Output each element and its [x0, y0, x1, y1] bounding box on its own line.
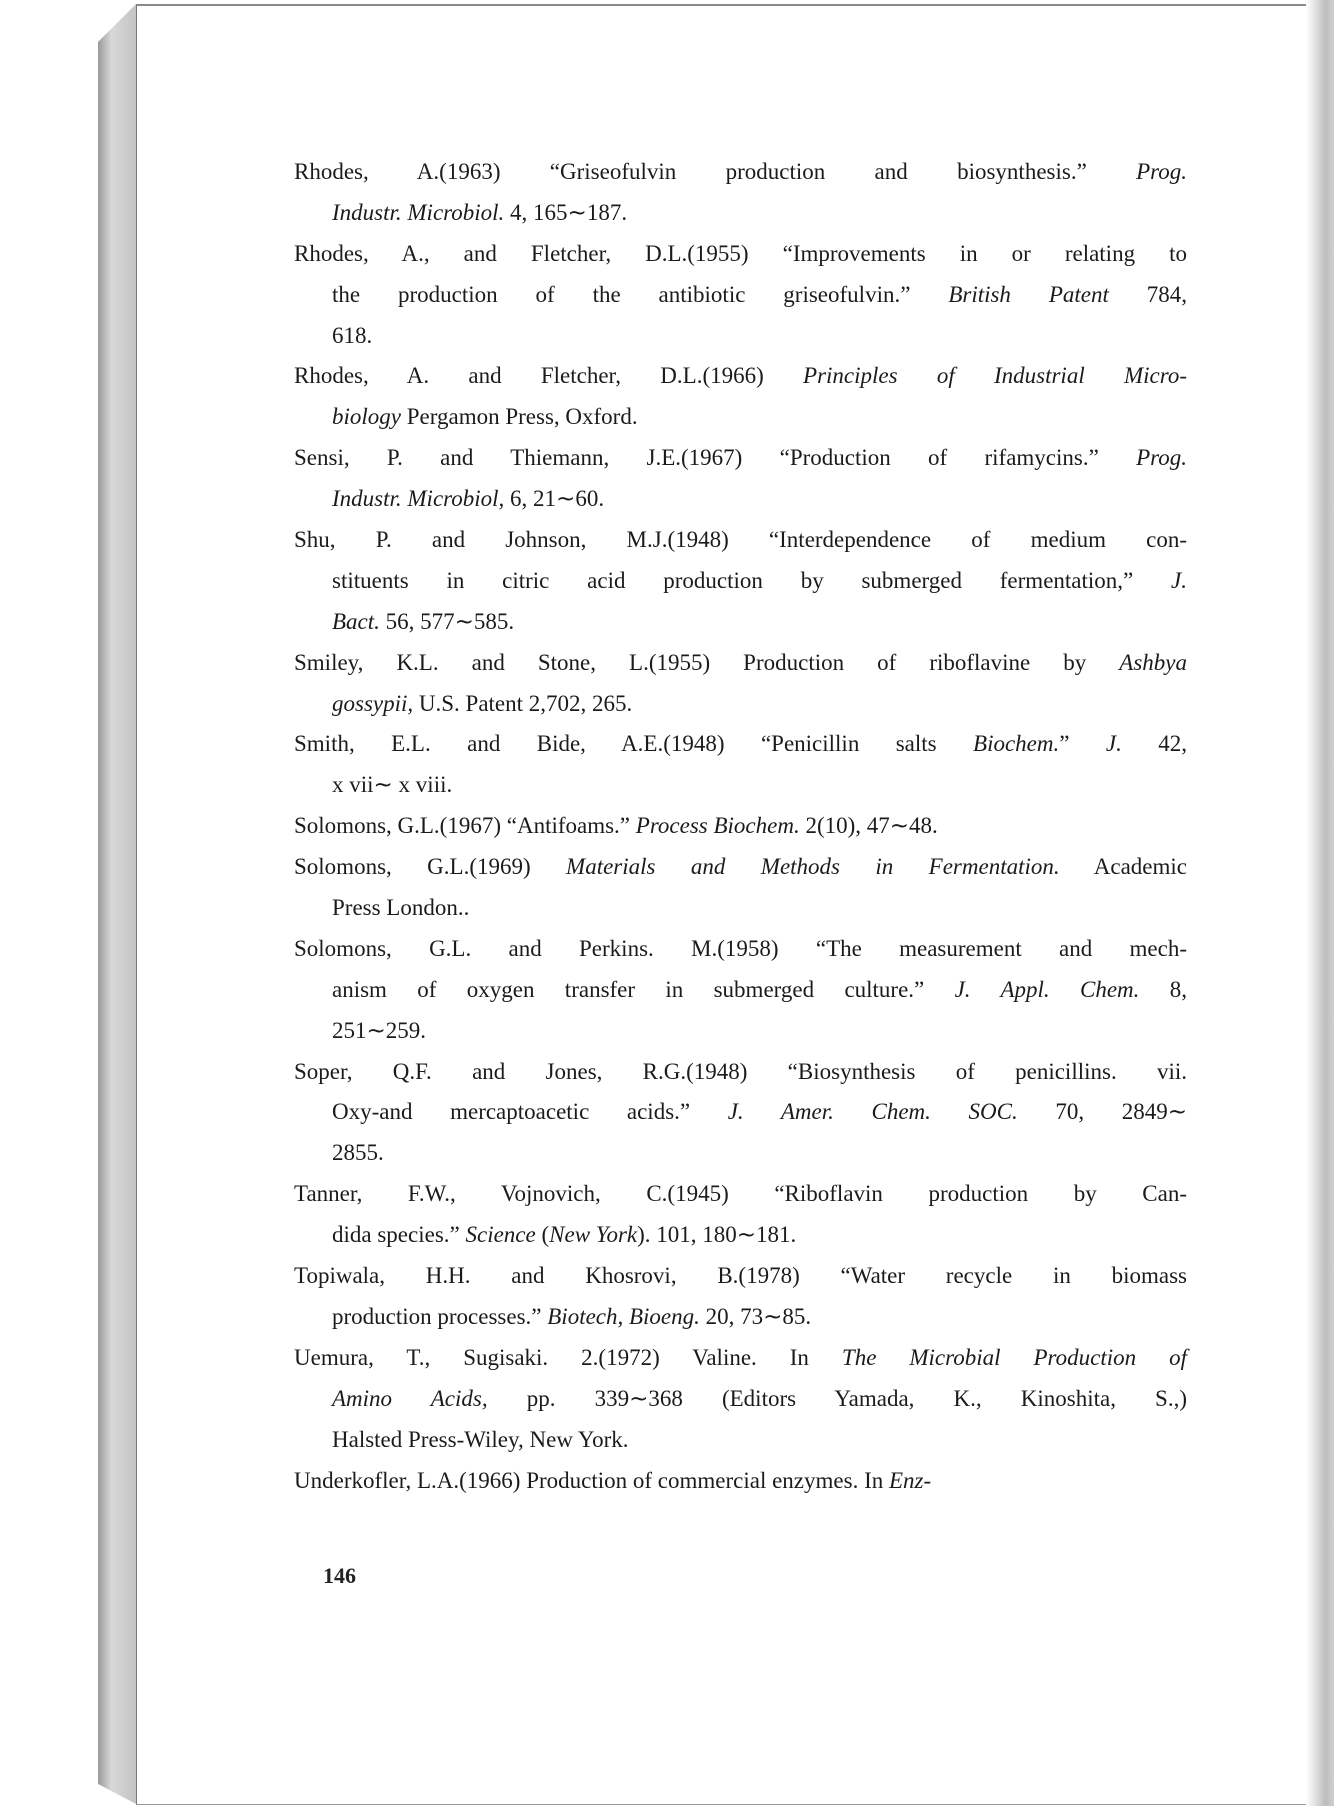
- reference-text: Smiley, K.L. and Stone, L.(1955) Production of riboflavine by: [294, 649, 1120, 675]
- reference-entry: [294, 1052, 1187, 1175]
- reference-entry: [294, 520, 1187, 643]
- reference-text: the production of the antibiotic griseofulvin.”: [332, 281, 949, 307]
- reference-line: [294, 1461, 1187, 1502]
- reference-text: 251∼259.: [332, 1017, 427, 1043]
- reference-line: [332, 479, 1187, 520]
- reference-italic-text: Prog.: [1136, 159, 1187, 184]
- reference-italic-text: Biotech, Bioeng.: [547, 1303, 700, 1329]
- reference-text: stituents in citric acid production by submerged fermentation,”: [332, 567, 1172, 593]
- reference-line: [294, 1052, 1187, 1093]
- reference-text: Underkofler, L.A.(1966) Production of commercial enzymes. In: [294, 1467, 889, 1493]
- reference-text: anism of oxygen transfer in submerged culture.”: [332, 976, 955, 1002]
- reference-entry: [294, 724, 1187, 806]
- reference-entry: [294, 1461, 1187, 1502]
- reference-line: [332, 765, 1187, 806]
- reference-line: [332, 275, 1187, 316]
- reference-line: [294, 234, 1187, 275]
- reference-line: [294, 847, 1187, 888]
- reference-line: [332, 1011, 1187, 1052]
- reference-line: [332, 1379, 1187, 1420]
- reference-italic-text: Principles of Industrial Micro-: [803, 363, 1187, 389]
- reference-line: [332, 316, 1187, 357]
- reference-italic-text: Biochem.: [973, 731, 1060, 757]
- reference-line: [332, 1133, 1187, 1174]
- reference-entry: [294, 806, 1187, 847]
- reference-text: Rhodes, A.(1963) “Griseofulvin production and biosynthesis.”: [294, 159, 1137, 184]
- reference-list: [294, 152, 1187, 1501]
- reference-line: [294, 356, 1187, 397]
- reference-text: 2855.: [332, 1140, 384, 1166]
- reference-text: 42,: [1121, 731, 1187, 757]
- reference-text: 784,: [1108, 281, 1187, 307]
- reference-line: [294, 724, 1187, 765]
- reference-line: [294, 643, 1187, 684]
- reference-italic-text: Amino Acids,: [332, 1385, 488, 1411]
- reference-entry: [294, 234, 1187, 357]
- reference-text: ). 101, 180∼181.: [637, 1222, 797, 1248]
- reference-italic-text: J.: [1171, 567, 1187, 593]
- reference-entry: [294, 438, 1187, 520]
- reference-italic-text: Enz-: [888, 1467, 932, 1493]
- reference-line: [332, 888, 1187, 929]
- reference-italic-text: The Microbial Production of: [841, 1344, 1187, 1370]
- reference-italic-text: biology: [332, 404, 401, 430]
- reference-text: 6, 21∼60.: [504, 486, 605, 512]
- reference-line: [332, 397, 1187, 438]
- reference-entry: [294, 152, 1187, 234]
- reference-text: Uemura, T., Sugisaki. 2.(1972) Valine. In: [294, 1344, 842, 1370]
- reference-text: Soper, Q.F. and Jones, R.G.(1948) “Biosynthesis of penicillins. vii.: [294, 1058, 1187, 1084]
- reference-entry: [294, 356, 1187, 438]
- reference-line: [294, 438, 1187, 479]
- reference-text: pp. 339∼368 (Editors Yamada, K., Kinoshita, S.,): [487, 1385, 1188, 1411]
- reference-italic-text: Process Biochem.: [635, 813, 800, 839]
- reference-line: [294, 1338, 1187, 1379]
- reference-line: [294, 152, 1187, 193]
- reference-line: [294, 520, 1187, 561]
- reference-text: Oxy-and mercaptoacetic acids.”: [332, 1099, 728, 1125]
- reference-text: 4, 165∼187.: [504, 199, 628, 225]
- reference-entry: [294, 643, 1187, 725]
- reference-italic-text: Science: [465, 1222, 536, 1248]
- reference-line: [294, 1256, 1187, 1297]
- reference-line: [332, 970, 1187, 1011]
- reference-text: U.S. Patent 2,702, 265.: [413, 690, 633, 716]
- book-spine-edge: [98, 4, 136, 1804]
- page-edge-shadow: [1306, 0, 1334, 1806]
- reference-italic-text: J. Amer. Chem. SOC.: [727, 1099, 1018, 1125]
- reference-entry: [294, 1256, 1187, 1338]
- reference-italic-text: New York: [549, 1222, 638, 1248]
- reference-line: [294, 806, 1187, 847]
- reference-text: Pergamon Press, Oxford.: [401, 404, 638, 430]
- reference-text: ”: [1059, 731, 1106, 757]
- reference-italic-text: Industr. Microbiol.: [332, 199, 505, 225]
- reference-line: [332, 1215, 1187, 1256]
- reference-italic-text: J.: [1105, 731, 1122, 757]
- reference-text: Rhodes, A. and Fletcher, D.L.(1966): [294, 363, 804, 389]
- page-number: 146: [323, 1563, 356, 1588]
- reference-line: [332, 1092, 1187, 1133]
- reference-text: 70, 2849∼: [1017, 1099, 1188, 1125]
- reference-line: [332, 1420, 1187, 1461]
- reference-text: 2(10), 47∼48.: [799, 813, 938, 839]
- reference-line: [294, 929, 1187, 970]
- reference-text: Solomons, G.L. and Perkins. M.(1958) “The measurement and mech-: [294, 935, 1187, 961]
- reference-text: 8,: [1139, 976, 1187, 1002]
- reference-italic-text: gossypii,: [332, 690, 414, 716]
- reference-italic-text: J. Appl. Chem.: [954, 976, 1140, 1002]
- reference-italic-text: Prog.: [1136, 445, 1187, 471]
- reference-entry: [294, 929, 1187, 1052]
- reference-entry: [294, 847, 1187, 929]
- reference-text: Smith, E.L. and Bide, A.E.(1948) “Penicillin salts: [294, 731, 974, 757]
- reference-italic-text: Industr. Microbiol,: [332, 486, 505, 512]
- reference-line: [332, 1297, 1187, 1338]
- reference-text: 56, 577∼585.: [379, 608, 515, 634]
- reference-text: Shu, P. and Johnson, M.J.(1948) “Interdependence of medium con-: [294, 527, 1187, 553]
- reference-italic-text: Materials and Methods in Fermentation.: [566, 854, 1060, 880]
- reference-text: Tanner, F.W., Vojnovich, C.(1945) “Riboflavin production by Can-: [294, 1181, 1187, 1207]
- reference-text: Academic: [1059, 854, 1187, 880]
- reference-text: Press London..: [332, 895, 470, 921]
- reference-line: [294, 1174, 1187, 1215]
- reference-line: [332, 561, 1187, 602]
- reference-line: [332, 684, 1187, 725]
- reference-italic-text: Bact.: [332, 608, 380, 634]
- reference-text: dida species.”: [332, 1222, 466, 1248]
- reference-entry: [294, 1338, 1187, 1461]
- reference-text: Solomons, G.L.(1969): [294, 854, 567, 880]
- reference-italic-text: British Patent: [948, 281, 1109, 307]
- reference-line: [332, 602, 1187, 643]
- reference-line: [332, 193, 1187, 234]
- reference-text: 618.: [332, 322, 373, 348]
- reference-entry: [294, 1174, 1187, 1256]
- reference-text: Sensi, P. and Thiemann, J.E.(1967) “Production of rifamycins.”: [294, 445, 1137, 471]
- reference-italic-text: Ashbya: [1119, 649, 1187, 675]
- reference-text: Topiwala, H.H. and Khosrovi, B.(1978) “Water recycle in biomass: [294, 1263, 1187, 1289]
- reference-text: x vii∼ x viii.: [332, 772, 453, 798]
- reference-text: Halsted Press-Wiley, New York.: [332, 1426, 629, 1452]
- reference-text: (: [535, 1222, 550, 1248]
- reference-text: production processes.”: [332, 1303, 548, 1329]
- reference-text: 20, 73∼85.: [699, 1303, 812, 1329]
- reference-text: Solomons, G.L.(1967) “Antifoams.”: [294, 813, 636, 839]
- reference-text: Rhodes, A., and Fletcher, D.L.(1955) “Improvements in or relating to: [294, 240, 1187, 266]
